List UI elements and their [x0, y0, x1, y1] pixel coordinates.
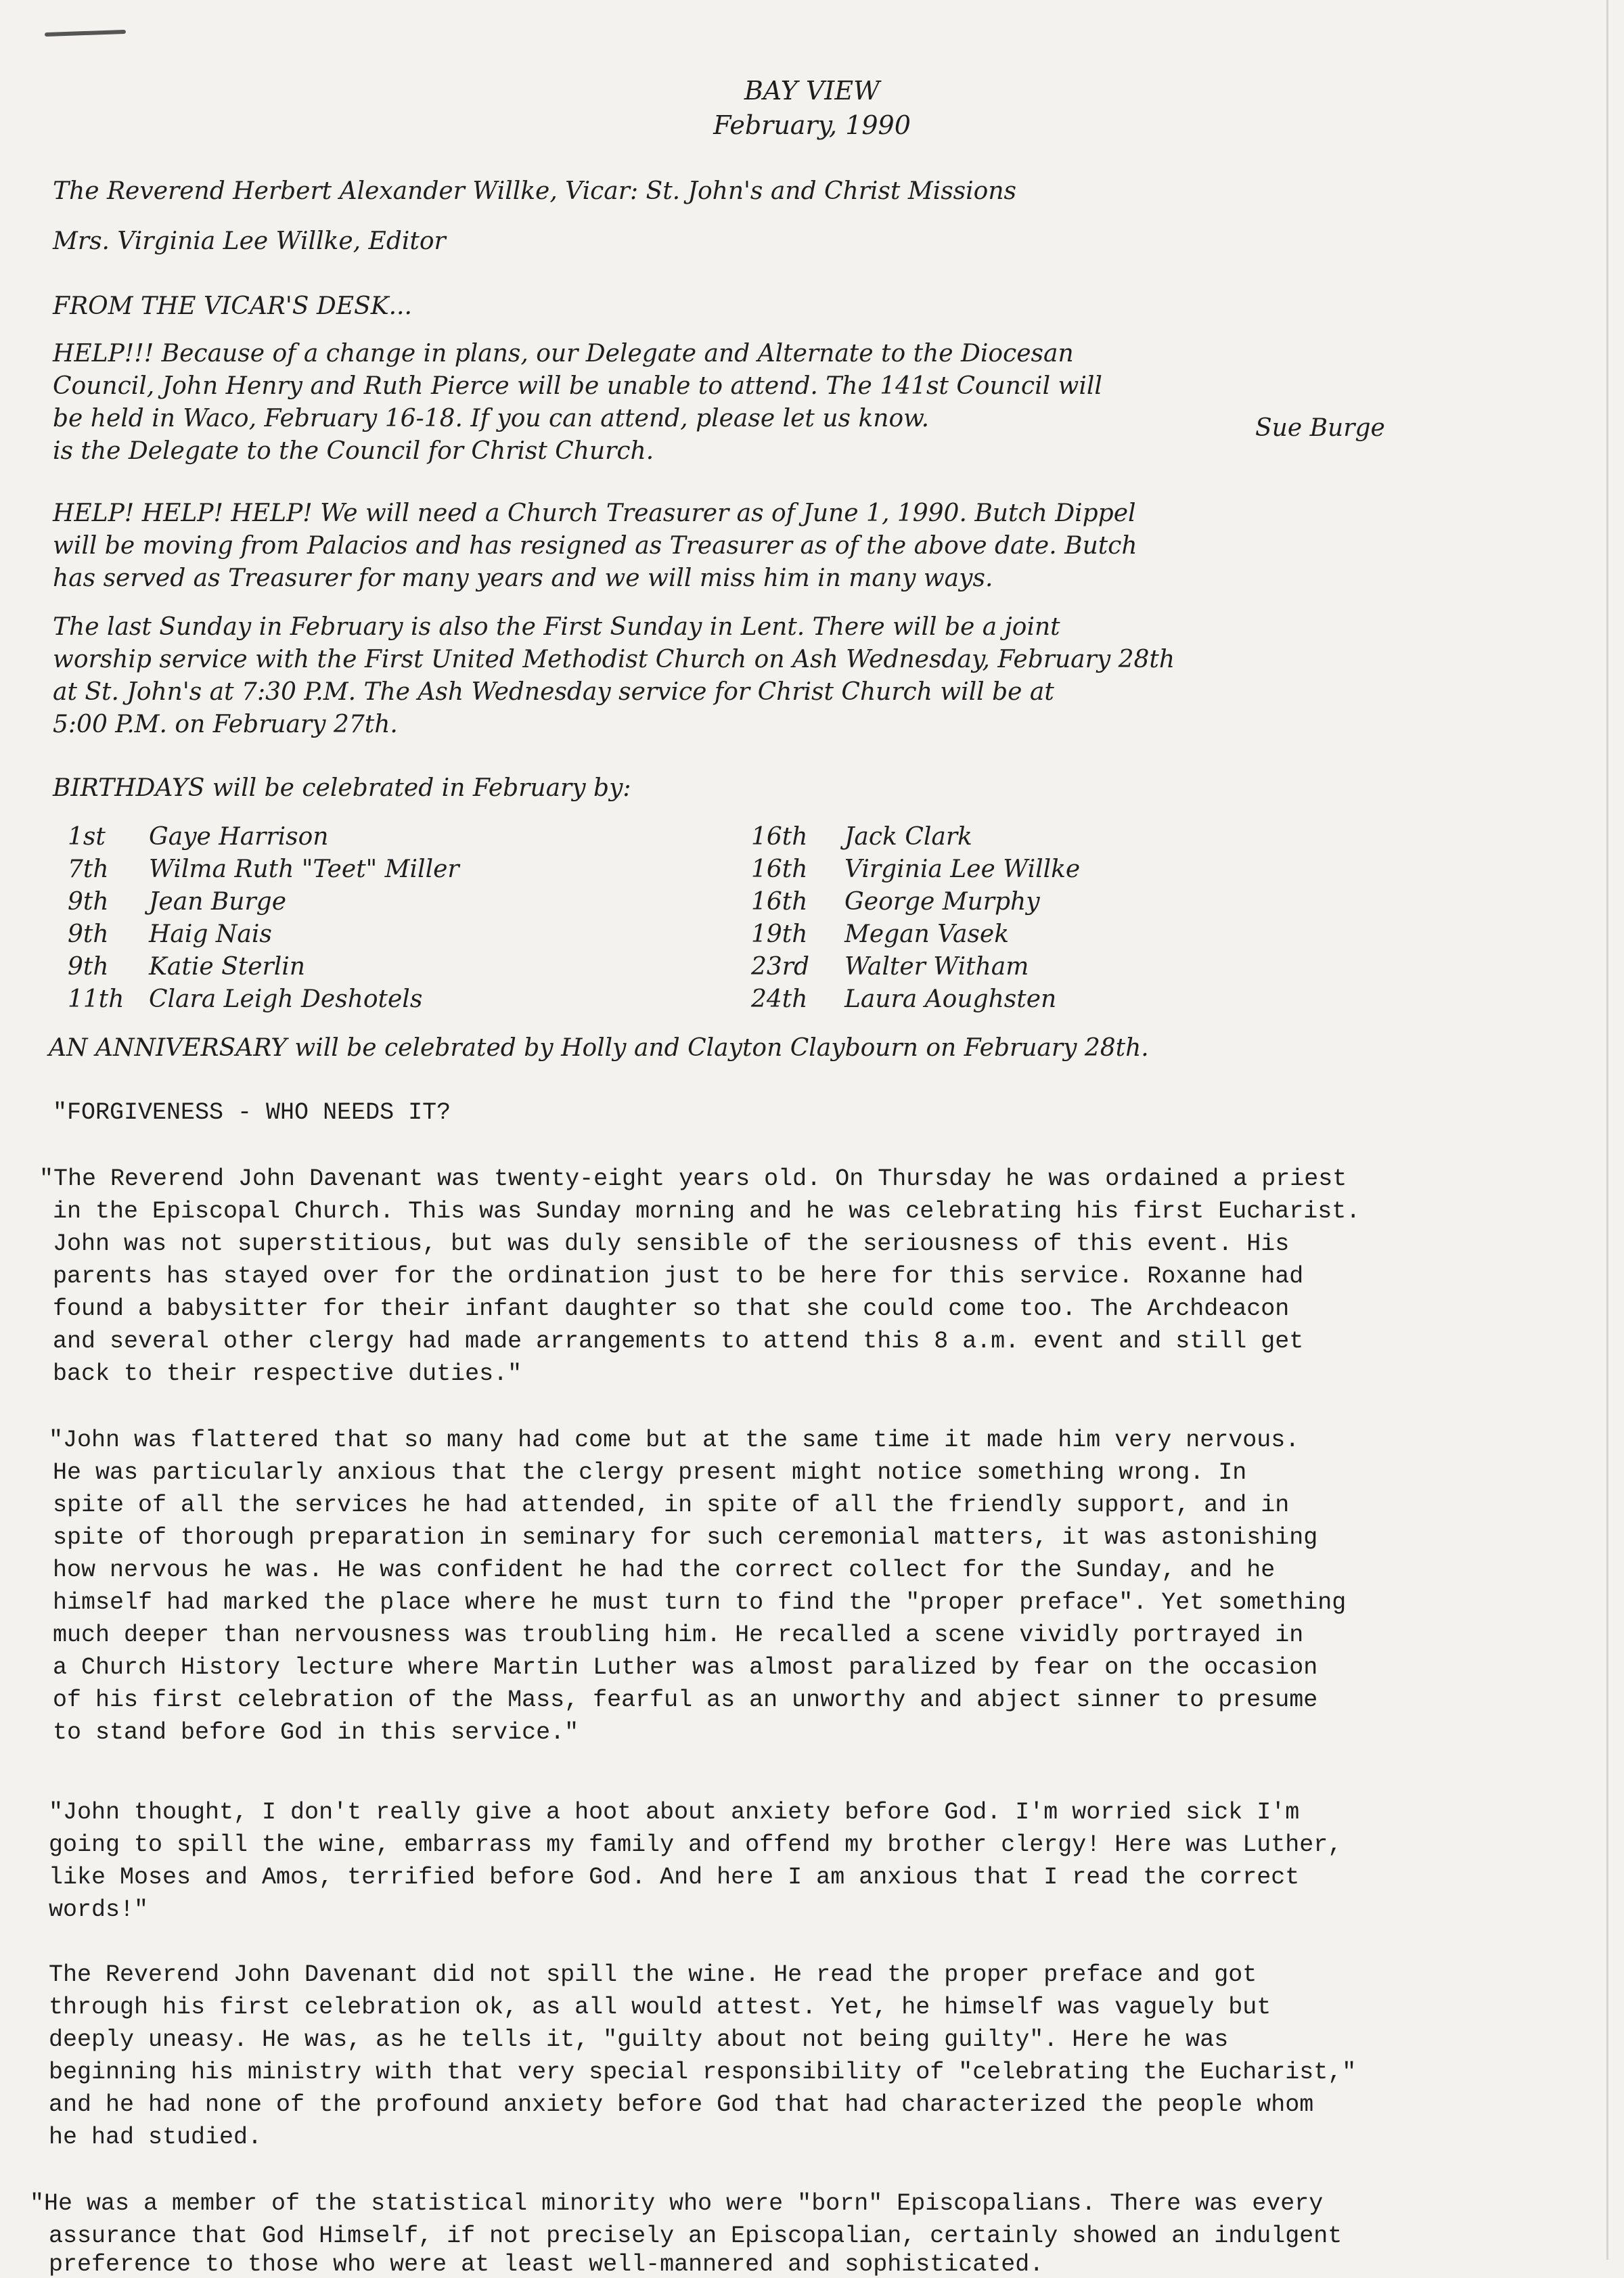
birthday-name: Laura Aoughsten: [844, 985, 1057, 1013]
help2-line: will be moving from Palacios and has resigned as Treasurer as of the above date. Butch: [53, 532, 1137, 560]
article-line: words!": [49, 1896, 149, 1923]
article-line: deeply uneasy. He was, as he tells it, "guilty about not being guilty". Here he was: [49, 2026, 1229, 2053]
vicars-desk-heading: FROM THE VICAR'S DESK...: [53, 292, 412, 320]
birthday-day: 11th: [68, 985, 125, 1013]
article-line: "He was a member of the statistical minority who were "born" Episcopalians. There was every: [30, 2190, 1324, 2217]
birthday-name: George Murphy: [844, 888, 1040, 916]
article-line: a Church History lecture where Martin Luther was almost paralized by fear on the occasion: [53, 1654, 1318, 1681]
birthday-day: 1st: [68, 823, 106, 851]
article-line: "The Reverend John Davenant was twenty-eight years old. On Thursday he was ordained a priest: [39, 1165, 1347, 1192]
handwritten-insert: Sue Burge: [1255, 414, 1385, 442]
pen-mark: [45, 30, 126, 37]
birthday-name: Jack Clark: [844, 823, 972, 851]
lent-line: The last Sunday in February is also the First Sunday in Lent. There will be a joint: [53, 613, 1060, 641]
help2-line: HELP! HELP! HELP! We will need a Church Treasurer as of June 1, 1990. Butch Dippel: [53, 499, 1136, 527]
birthday-day: 9th: [68, 920, 109, 948]
article-line: and he had none of the profound anxiety before God that had characterized the people whom: [49, 2091, 1314, 2118]
article-line: John was not superstitious, but was duly sensible of the seriousness of this event. His: [53, 1230, 1290, 1257]
editor-line: Mrs. Virginia Lee Willke, Editor: [53, 227, 446, 255]
birthday-day: 16th: [751, 855, 808, 883]
birthday-day: 24th: [751, 985, 808, 1013]
birthday-name: Jean Burge: [149, 888, 287, 916]
birthday-name: Gaye Harrison: [149, 823, 329, 851]
newsletter-title: BAY VIEW: [744, 76, 880, 106]
article-line: going to spill the wine, embarrass my family and offend my brother clergy! Here was Luther,: [49, 1831, 1343, 1858]
help1-line: is the Delegate to the Council for Christ Church.: [53, 437, 654, 465]
birthday-day: 9th: [68, 953, 109, 981]
birthday-day: 16th: [751, 888, 808, 916]
page-edge: [1606, 0, 1608, 2260]
article-line: like Moses and Amos, terrified before God. And here I am anxious that I read the correct: [49, 1864, 1300, 1891]
article-line: and several other clergy had made arrangements to attend this 8 a.m. event and still get: [53, 1328, 1304, 1355]
article-line: parents has stayed over for the ordination just to be here for this service. Roxanne had: [53, 1263, 1304, 1290]
article-line: to stand before God in this service.": [53, 1719, 579, 1746]
help2-line: has served as Treasurer for many years and we will miss him in many ways.: [53, 564, 993, 592]
article-line: himself had marked the place where he must turn to find the "proper preface". Yet something: [53, 1589, 1347, 1616]
help1-line: be held in Waco, February 16-18. If you can attend, please let us know.: [53, 405, 930, 432]
birthday-name: Wilma Ruth "Teet" Miller: [149, 855, 459, 883]
birthday-day: 16th: [751, 823, 808, 851]
birthday-name: Walter Witham: [844, 953, 1029, 981]
article-line: spite of all the services he had attended, in spite of all the friendly support, and in: [53, 1492, 1290, 1519]
article-title: "FORGIVENESS - WHO NEEDS IT?: [53, 1099, 451, 1126]
article-line: he had studied.: [49, 2124, 263, 2151]
article-line: He was particularly anxious that the clergy present might notice something wrong. In: [53, 1459, 1247, 1486]
help1-line: HELP!!! Because of a change in plans, our Delegate and Alternate to the Diocesan: [53, 340, 1074, 367]
lent-line: worship service with the First United Methodist Church on Ash Wednesday, February 28th: [53, 646, 1175, 673]
birthday-name: Clara Leigh Deshotels: [149, 985, 423, 1013]
birthday-name: Katie Sterlin: [149, 953, 305, 981]
newsletter-date: February, 1990: [713, 110, 911, 140]
anniversary-line: AN ANNIVERSARY will be celebrated by Holly and Clayton Claybourn on February 28th.: [49, 1034, 1149, 1062]
article-line: spite of thorough preparation in seminary for such ceremonial matters, it was astonishing: [53, 1524, 1318, 1551]
birthday-name: Haig Nais: [149, 920, 272, 948]
article-line: beginning his ministry with that very special responsibility of "celebrating the Eucharist,": [49, 2059, 1357, 2086]
article-line: in the Episcopal Church. This was Sunday morning and he was celebrating his first Eucharist.: [53, 1198, 1361, 1225]
help1-line: Council, John Henry and Ruth Pierce will be unable to attend. The 141st Council will: [53, 372, 1102, 400]
birthday-day: 23rd: [751, 953, 810, 981]
birthdays-heading: BIRTHDAYS will be celebrated in February by:: [53, 774, 631, 802]
birthday-day: 9th: [68, 888, 109, 916]
article-line: found a babysitter for their infant daughter so that she could come too. The Archdeacon: [53, 1295, 1290, 1322]
birthday-name: Virginia Lee Willke: [844, 855, 1081, 883]
article-line: how nervous he was. He was confident he had the correct collect for the Sunday, and he: [53, 1557, 1276, 1584]
article-line: The Reverend John Davenant did not spill the wine. He read the proper preface and got: [49, 1961, 1257, 1988]
article-line: through his first celebration ok, as all would attest. Yet, he himself was vaguely but: [49, 1994, 1271, 2021]
lent-line: 5:00 P.M. on February 27th.: [53, 711, 398, 738]
birthday-day: 7th: [68, 855, 109, 883]
birthday-day: 19th: [751, 920, 808, 948]
birthday-name: Megan Vasek: [844, 920, 1010, 948]
lent-line: at St. John's at 7:30 P.M. The Ash Wednesday service for Christ Church will be at: [53, 678, 1054, 706]
vicar-line: The Reverend Herbert Alexander Willke, Vicar: St. John's and Christ Missions: [53, 177, 1016, 205]
article-line: much deeper than nervousness was troubling him. He recalled a scene vividly portrayed in: [53, 1622, 1304, 1649]
article-line: preference to those who were at least well-mannered and sophisticated.: [49, 2251, 1044, 2278]
article-line: of his first celebration of the Mass, fearful as an unworthy and abject sinner to presume: [53, 1687, 1318, 1714]
article-line: "John thought, I don't really give a hoot about anxiety before God. I'm worried sick I'm: [49, 1799, 1300, 1826]
article-line: "John was flattered that so many had come but at the same time it made him very nervous.: [49, 1427, 1300, 1454]
article-line: assurance that God Himself, if not precisely an Episcopalian, certainly showed an indulgent: [49, 2223, 1343, 2250]
article-line: back to their respective duties.": [53, 1360, 522, 1387]
